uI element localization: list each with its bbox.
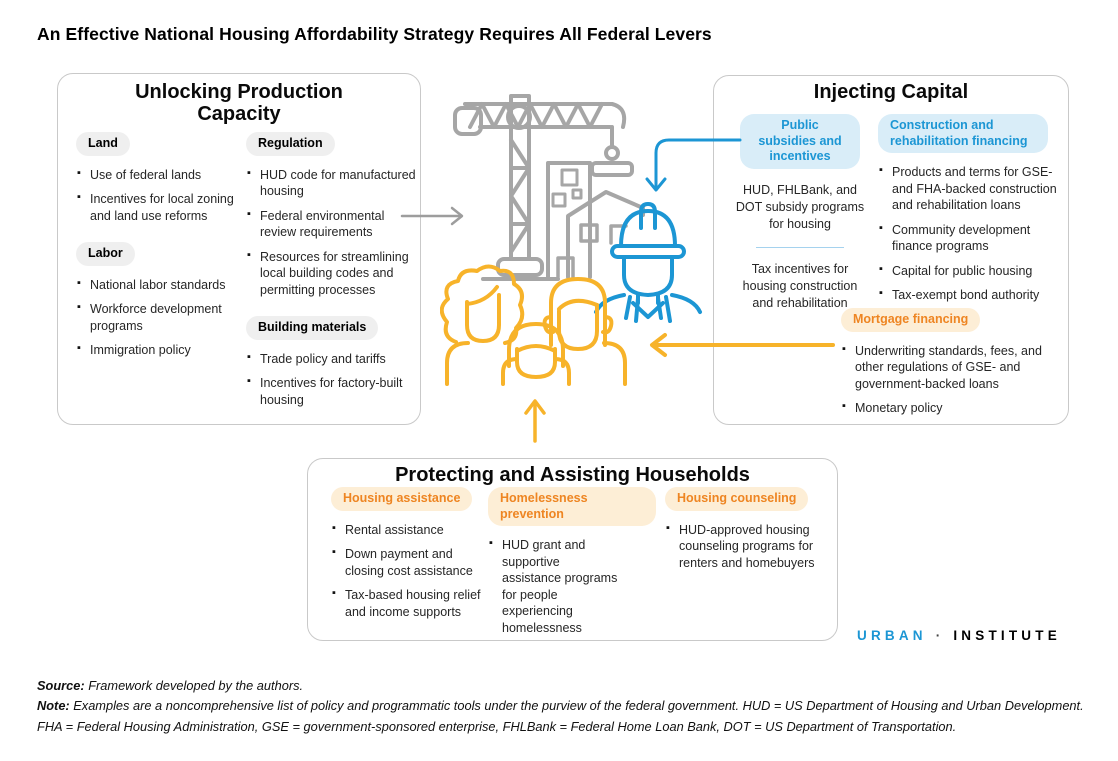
logo-urban-text: URBAN (857, 628, 927, 643)
crane-icon (455, 96, 632, 279)
list-item: ▪ Products and terms for GSE- and FHA-backed construction and rehabilitation loans (878, 164, 1060, 214)
list-item: ▪ National labor standards (76, 277, 244, 294)
housing-assistance-badge: Housing assistance (331, 487, 472, 511)
labor-badge: Labor (76, 242, 135, 266)
footnotes (37, 676, 1087, 737)
figure-title: An Effective National Housing Affordability Strategy Requires All Federal Levers (37, 23, 712, 44)
labor-section (76, 242, 244, 359)
source-line (37, 676, 1087, 696)
building-materials-badge: Building materials (246, 316, 378, 340)
mortgage-financing-list (841, 343, 1061, 417)
households-box-title: Protecting and Assisting Households (382, 464, 763, 486)
regulation-badge: Regulation (246, 132, 335, 156)
list-item: ▪ Incentives for factory-built housing (246, 375, 416, 408)
list-item: ▪ HUD grant and supportive assistance programs for people experiencing homelessness (488, 537, 618, 636)
list-item: ▪ HUD code for manufactured housing (246, 167, 416, 200)
list-item: ▪ Immigration policy (76, 342, 244, 359)
list-item: ▪ Trade policy and tariffs (246, 351, 416, 368)
public-subsidies-badge: Public subsidies and incentives (740, 114, 860, 169)
production-box-title: Unlocking Production Capacity (121, 81, 357, 125)
source-label: Source: (37, 678, 85, 693)
list-item: ▪ Workforce development programs (76, 301, 244, 334)
housing-counseling-badge: Housing counseling (665, 487, 808, 511)
house-icon (568, 192, 643, 277)
list-item: ▪ HUD-approved housing counseling programs for renters and homebuyers (665, 522, 825, 572)
list-item: ▪ Capital for public housing (878, 263, 1060, 280)
construction-financing-list (878, 164, 1060, 304)
list-item: ▪ Monetary policy (841, 400, 1061, 417)
list-item: ▪ Tax-exempt bond authority (878, 287, 1060, 304)
mortgage-financing-badge: Mortgage financing (841, 308, 980, 332)
homelessness-prevention-list (488, 537, 618, 636)
capital-box-title: Injecting Capital (801, 81, 981, 103)
regulation-list (246, 167, 416, 299)
list-item: ▪ Underwriting standards, fees, and other regulations of GSE- and government-backed loans (841, 343, 1061, 393)
households-box (307, 458, 838, 641)
note-line (37, 696, 1087, 737)
list-item: ▪ Resources for streamlining local building codes and permitting processes (246, 249, 416, 299)
construction-scene-illustration (440, 86, 720, 408)
list-item: ▪ Use of federal lands (76, 167, 244, 184)
family-icon (442, 267, 625, 385)
list-item: ▪ Tax-based housing relief and income supports (331, 587, 485, 620)
urban-institute-logo (857, 628, 1061, 643)
construction-financing-badge: Construction and rehabilitation financing (878, 114, 1048, 153)
building-materials-list (246, 351, 416, 409)
building-materials-section (246, 316, 416, 408)
logo-institute-text: INSTITUTE (953, 628, 1061, 643)
logo-dot: · (935, 628, 945, 643)
list-item: ▪ Incentives for local zoning and land use reforms (76, 191, 244, 224)
labor-list (76, 277, 244, 359)
subsidies-divider (756, 247, 844, 248)
list-item: ▪ Rental assistance (331, 522, 485, 539)
construction-worker-icon (596, 204, 700, 321)
land-list (76, 167, 244, 225)
housing-assistance-column (331, 487, 485, 628)
note-text: Examples are a noncomprehensive list of policy and programmatic tools under the purview of the federal government. HUD = US Department of Housing and Urban Development. FHA = Federal Housing Administration, GSE = government-sponsored enterprise, FHLBank = Federal Home Loan Bank, DOT = US Department of Transportation. (37, 698, 1084, 734)
subsidies-text: HUD, FHLBank, and DOT subsidy programs for housing (735, 182, 865, 232)
homelessness-prevention-column (488, 487, 656, 644)
mortgage-financing-section (841, 308, 1061, 425)
capital-box (713, 75, 1069, 425)
housing-counseling-column (665, 487, 825, 579)
list-item: ▪ Down payment and closing cost assistance (331, 546, 485, 579)
list-item: ▪ Community development finance programs (878, 222, 1060, 255)
note-label: Note: (37, 698, 70, 714)
source-text: Framework developed by the authors. (84, 678, 304, 693)
production-left-column (76, 132, 244, 367)
housing-counseling-list (665, 522, 825, 572)
homelessness-prevention-badge: Homelessness prevention (488, 487, 656, 526)
tax-incentives-text: Tax incentives for housing construction and rehabilitation (742, 261, 858, 311)
land-section (76, 132, 244, 224)
land-badge: Land (76, 132, 130, 156)
production-right-column (246, 132, 416, 416)
list-item: ▪ Federal environmental review requirements (246, 208, 416, 241)
construction-financing-column (878, 114, 1060, 312)
regulation-section (246, 132, 416, 298)
production-box (57, 73, 421, 425)
subsidies-column (732, 114, 868, 312)
housing-assistance-list (331, 522, 485, 621)
